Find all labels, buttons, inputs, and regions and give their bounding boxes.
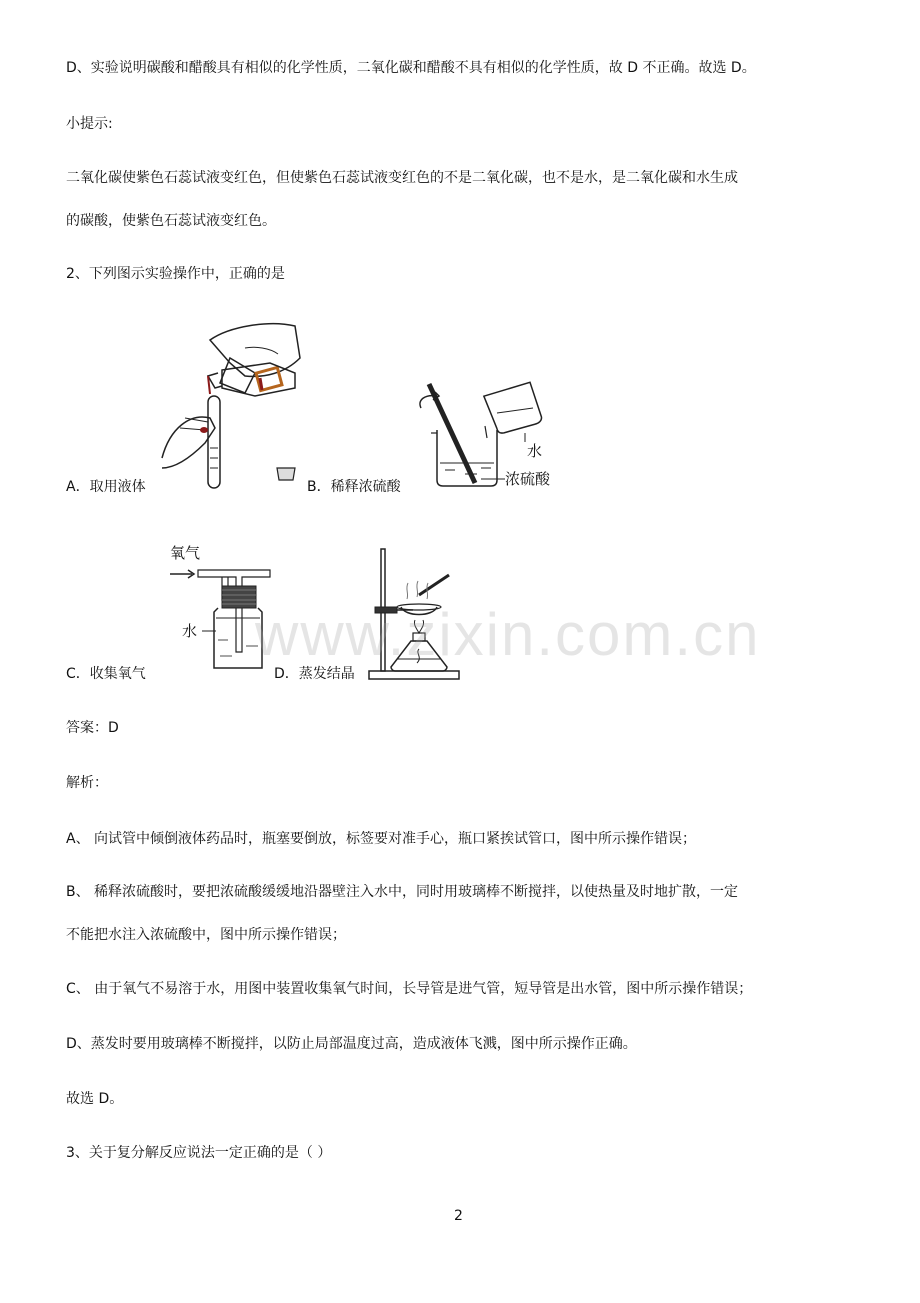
q3-question: 3、关于复分解反应说法一定正确的是（ ） [66,1145,332,1161]
option-d-label: D．蒸发结晶 [274,666,355,682]
tip-line-1: 二氧化碳使紫色石蕊试液变红色，但使紫色石蕊试液变红色的不是二氧化碳，也不是水，是二氧化碳和水生成 [66,170,738,186]
q1-analysis-d: D、实验说明碳酸和醋酸具有相似的化学性质，二氧化碳和醋酸不具有相似的化学性质，故 D 不正确。故选 D。 [66,60,756,76]
figure-c-oxygen-label: 氧气 [170,544,201,562]
analysis-a: A、 向试管中倾倒液体药品时，瓶塞要倒放，标签要对准手心，瓶口紧挨试管口，图中所示操作错误； [66,831,697,847]
figure-b-acid-label: 浓硫酸 [505,470,551,488]
analysis-d: D、蒸发时要用玻璃棒不断搅拌，以防止局部温度过高，造成液体飞溅，图中所示操作正确。 [66,1036,637,1052]
analysis-b-line-1: B、 稀释浓硫酸时，要把浓硫酸缓缓地沿器壁注入水中，同时用玻璃棒不断搅拌，以使热量及时地扩散，一定 [66,884,739,900]
figure-b-water-label: 水 [527,442,543,460]
analysis-title: 解析： [66,775,108,791]
answer: 答案：D [66,720,119,736]
figure-b-diluting-acid [415,378,560,493]
analysis-b-line-2: 不能把水注入浓硫酸中，图中所示操作错误； [66,927,346,943]
analysis-c: C、 由于氧气不易溶于水，用图中装置收集氧气时间，长导管是进气管，短导管是出水管，图中所示操作错误； [66,981,753,997]
tip-line-2: 的碳酸，使紫色石蕊试液变红色。 [66,213,276,229]
option-c-label: C．收集氧气 [66,666,146,682]
figure-a-pouring-liquid [160,318,305,493]
watermark: www.zixin.com.cn [255,601,761,668]
q2-question: 2、下列图示实验操作中，正确的是 [66,266,285,282]
page-number: 2 [454,1208,463,1224]
conclusion: 故选 D。 [66,1091,124,1107]
figure-c-water-label: 水 [182,622,198,640]
tip-title: 小提示: [66,116,113,132]
option-a-label: A．取用液体 [66,479,146,495]
option-b-label: B．稀释浓硫酸 [307,479,401,495]
